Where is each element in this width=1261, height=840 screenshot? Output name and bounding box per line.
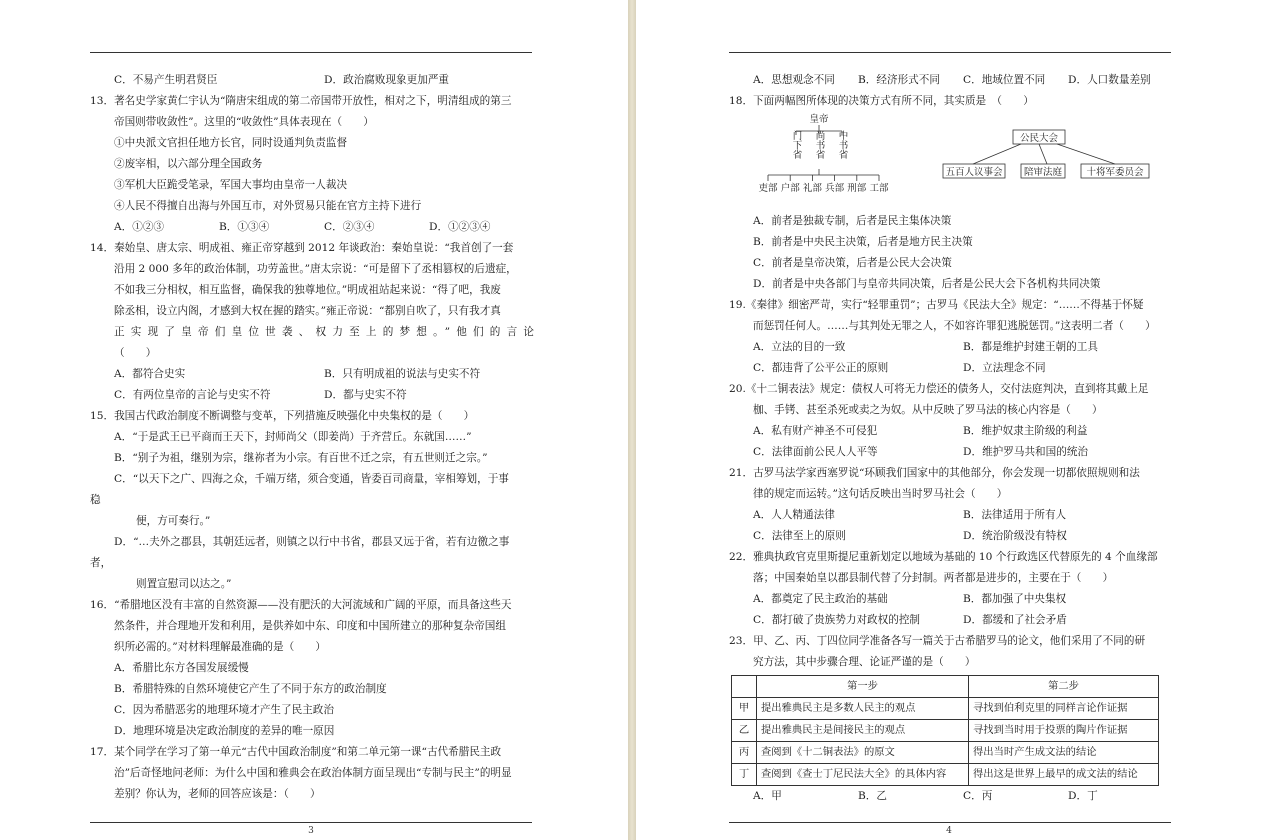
option: D．立法理念不同 <box>963 362 1046 374</box>
options-row <box>729 358 1173 379</box>
option: C．都违背了公平公正的原则 <box>753 362 889 374</box>
page-number: 4 <box>946 826 952 836</box>
options-row <box>729 526 1173 547</box>
option: C．法律面前公民人人平等 <box>753 446 878 458</box>
text-line: B．前者是中央民主决策，后者是地方民主决策 <box>753 236 973 248</box>
text-line: （ ） <box>114 347 157 359</box>
option: A．思想观念不同 <box>753 74 835 86</box>
header-rule <box>90 52 532 53</box>
athens-body-label: 十将军委员会 <box>1086 167 1144 178</box>
table-cell: 提出雅典民主是多数人民主的观点 <box>757 698 969 720</box>
table-cell: 丁 <box>732 764 757 786</box>
text-line: 者， <box>90 557 112 569</box>
text-line: A．希腊比东方各国发展缓慢 <box>114 662 249 674</box>
table-header-cell: 第二步 <box>969 676 1159 698</box>
table-cell: 查阅到《十二铜表法》的原文 <box>757 742 969 764</box>
text-line: 枷、手铐、甚至杀死或卖之为奴。从中反映了罗马法的核心内容是（ ） <box>753 404 1103 416</box>
ministry-label: 刑部 <box>847 183 867 194</box>
text-line: 律的规定而运转。”这句话反映出当时罗马社会（ ） <box>753 488 1008 500</box>
option: C．有两位皇帝的言论与史实不符 <box>114 389 271 401</box>
text-line: 治”后奇怪地问老师：为什么中国和雅典会在政治体制方面呈现出“专制与民主”的明显 <box>114 767 512 779</box>
text-line: 稳 <box>90 494 101 506</box>
option: A．①②③ <box>114 221 165 233</box>
table-cell: 甲 <box>732 698 757 720</box>
option: B．维护奴隶主阶级的利益 <box>963 425 1088 437</box>
right-page-content <box>729 70 1173 807</box>
table-row <box>732 698 1159 720</box>
option: D．维护罗马共和国的统治 <box>963 446 1089 458</box>
option: B．乙 <box>858 790 887 802</box>
options-row <box>729 610 1173 631</box>
text-line: 19.《秦律》细密严苛，实行“轻罪重罚”；古罗马《民法大全》规定：“……不得基于怀疑 <box>729 299 1144 311</box>
text-line: ③军机大臣跪受笔录，军国大事均由皇帝一人裁决 <box>114 179 348 191</box>
option: C．法律至上的原则 <box>753 530 846 542</box>
q18-diagram-svg <box>729 113 1173 205</box>
text-line: A．“于是武王已平商而王天下，封师尚父（即姜尚）于齐营丘。东就国……” <box>114 431 472 443</box>
option: C．不易产生明君贤臣 <box>114 74 218 86</box>
options-row <box>90 217 534 238</box>
option: C．地域位置不同 <box>963 74 1046 86</box>
option: B．都是维护封建王朝的工具 <box>963 341 1098 353</box>
text-line: 然条件，并合理地开发和利用，是供养如中东、印度和中国所建立的那种复杂帝国组 <box>114 620 506 632</box>
page-number: 3 <box>308 826 314 836</box>
options-row <box>729 337 1173 358</box>
text-line: D．前者是中央各部门与皇帝共同决策，后者是公民大会下各机构共同决策 <box>753 278 1101 290</box>
table-cell: 得出当时产生成文法的结论 <box>969 742 1159 764</box>
table-row <box>732 742 1159 764</box>
option: B．法律适用于所有人 <box>963 509 1067 521</box>
options-row <box>90 70 534 91</box>
athens-body-label: 陪审法庭 <box>1023 167 1063 178</box>
table-cell: 提出雅典民主是间接民主的观点 <box>757 720 969 742</box>
secretariat-label: 门下省 <box>790 130 802 160</box>
text-line: 17．某个同学在学习了第一单元“古代中国政治制度”和第二单元第一课“古代希腊民主政 <box>90 746 502 758</box>
footer-rule <box>729 822 1171 823</box>
ministry-label: 工部 <box>869 183 889 194</box>
text-line: 21．古罗马法学家西塞罗说“环顾我们国家中的其他部分，你会发现一切都依照规则和法 <box>729 467 1140 479</box>
text-line: 14．秦始皇、唐太宗、明成祖、雍正帝穿越到 2012 年谈政治：秦始皇说：“我首创了一套 <box>90 242 514 254</box>
text-line: 不如我三分相权，相互监督，确保我的独尊地位。”明成祖站起来说：“得了吧，我废 <box>114 284 501 296</box>
left-page-content <box>90 70 534 805</box>
table-header-row <box>732 676 1159 698</box>
table-cell: 乙 <box>732 720 757 742</box>
option: A．私有财产神圣不可侵犯 <box>753 425 878 437</box>
option: C．都打破了贵族势力对政权的控制 <box>753 614 921 626</box>
secretariat-label: 中书省 <box>836 130 848 160</box>
text-line: 20.《十二铜表法》规定：债权人可将无力偿还的债务人，交付法庭判决，直到将其戴上足 <box>729 383 1149 395</box>
table-cell: 查阅到《查士丁尼民法大全》的具体内容 <box>757 764 969 786</box>
text-line: ④人民不得擅自出海与外国互市，对外贸易只能在官方主持下进行 <box>114 200 422 212</box>
table-cell: 寻找到当时用于投票的陶片作证据 <box>969 720 1159 742</box>
option: A．人人精通法律 <box>753 509 835 521</box>
option: D．人口数量差别 <box>1068 74 1151 86</box>
table-cell: 得出这是世界上最早的成文法的结论 <box>969 764 1159 786</box>
text-line: 织所必需的。”对材料理解最准确的是（ ） <box>114 641 326 653</box>
option: A．立法的目的一致 <box>753 341 846 353</box>
q23-table <box>731 675 1159 786</box>
option: D．政治腐败现象更加严重 <box>324 74 450 86</box>
options-row <box>729 70 1173 91</box>
option: C．丙 <box>963 790 993 802</box>
text-line: ①中央派文官担任地方长官，同时设通判负责监督 <box>114 137 348 149</box>
page-gutter <box>628 0 636 840</box>
table-cell: 丙 <box>732 742 757 764</box>
text-line: D．“…夫外之郡县，其朝廷远者，则镇之以行中书省，郡县又远于省，若有边徼之事 <box>114 536 510 548</box>
option: B．只有明成祖的说法与史实不符 <box>324 368 481 380</box>
text-line: B．希腊特殊的自然环境使它产生了不同于东方的政治制度 <box>114 683 387 695</box>
option: A．都符合史实 <box>114 368 186 380</box>
text-line: 沿用 2 000 多年的政治体制，功劳盖世。”唐太宗说：“可是留下了丞相篡权的后遗症， <box>114 263 517 275</box>
text-line: ②废宰相，以六部分理全国政务 <box>114 158 263 170</box>
ministry-label: 兵部 <box>825 183 845 194</box>
emperor-label: 皇帝 <box>809 114 829 125</box>
text-line: A．前者是独裁专制，后者是民主集体决策 <box>753 215 952 227</box>
text-line: 18．下面两幅图所体现的决策方式有所不同，其实质是 （ ） <box>729 95 1034 107</box>
assembly-label: 公民大会 <box>1019 133 1059 144</box>
table-header-cell: 第一步 <box>757 676 969 698</box>
q18-diagram <box>729 113 1173 205</box>
text-line: 13．著名史学家黄仁宇认为“隋唐宋组成的第二帝国带开放性，相对之下，明清组成的第三 <box>90 95 512 107</box>
option: A．都奠定了民主政治的基础 <box>753 593 888 605</box>
options-row <box>729 505 1173 526</box>
text-line: C．前者是皇帝决策，后者是公民大会决策 <box>753 257 952 269</box>
option: B．都加强了中央集权 <box>963 593 1067 605</box>
table-row <box>732 720 1159 742</box>
text-line: 正实现了皇帝们皇位世袭、权力至上的梦想。”他们的言论 <box>114 326 534 338</box>
option: B．经济形式不同 <box>858 74 940 86</box>
table-row <box>732 764 1159 786</box>
options-row <box>729 589 1173 610</box>
text-line: 除丞相，设立内阁，才感到大权在握的踏实。”雍正帝说：“都别自吹了，只有我才真 <box>114 305 501 317</box>
option: D．丁 <box>1068 790 1098 802</box>
text-line: B．“别子为祖，继别为宗，继祢者为小宗。有百世不迁之宗，有五世则迁之宗。” <box>114 452 488 464</box>
option: D．统治阶级没有特权 <box>963 530 1067 542</box>
option: B．①③④ <box>219 221 270 233</box>
text-line: 究方法，其中步骤合理、论证严谨的是（ ） <box>753 656 976 668</box>
option: D．都与史实不符 <box>324 389 407 401</box>
text-line: 则置宣慰司以达之。” <box>136 578 232 590</box>
option: A．甲 <box>753 790 782 802</box>
text-line: 帝国则带收敛性”。这里的“收敛性”具体表现在（ ） <box>114 116 374 128</box>
q23-options <box>729 786 1173 807</box>
athens-body-label: 五百人议事会 <box>945 167 1003 178</box>
ministry-label: 礼部 <box>802 183 822 194</box>
text-line: C．因为希腊恶劣的地理环境才产生了民主政治 <box>114 704 334 716</box>
table-cell: 寻找到伯利克里的同样言论作证据 <box>969 698 1159 720</box>
options-row <box>90 364 534 385</box>
text-line: 落；中国秦始皇以郡县制代替了分封制。两者都是进步的，主要在于（ ） <box>753 572 1114 584</box>
secretariat-label: 尚书省 <box>813 130 825 160</box>
option: D．都缓和了社会矛盾 <box>963 614 1067 626</box>
options-row <box>729 421 1173 442</box>
text-line: 便，方可奏行。” <box>136 515 211 527</box>
table-header-cell <box>732 676 757 698</box>
page-3 <box>0 0 628 840</box>
page-4 <box>636 0 1261 840</box>
option: C．②③④ <box>324 221 375 233</box>
text-line: 而惩罚任何人。……与其判处无罪之人，不如容许罪犯逃脱惩罚。”这表明二者（ ） <box>753 320 1156 332</box>
option: D．①②③④ <box>429 221 491 233</box>
options-row <box>729 442 1173 463</box>
text-line: 16．“希腊地区没有丰富的自然资源——没有肥沃的大河流域和广阔的平原，而具备这些天 <box>90 599 512 611</box>
footer-rule <box>90 822 532 823</box>
header-rule <box>729 52 1171 53</box>
text-line: 22．雅典执政官克里斯提尼重新划定以地域为基础的 10 个行政选区代替原先的 4 个血缘部 <box>729 551 1158 563</box>
text-line: C．“以天下之广、四海之众，千端万绪，须合变通，皆委百司商量，宰相筹划，于事 <box>114 473 509 485</box>
ministry-label: 吏部 <box>758 183 778 194</box>
text-line: 15．我国古代政治制度不断调整与变革，下列措施反映强化中央集权的是（ ） <box>90 410 475 422</box>
options-row <box>90 385 534 406</box>
text-line: D．地理环境是决定政治制度的差异的唯一原因 <box>114 725 335 737</box>
text-line: 差别？你认为，老师的回答应该是：（ ） <box>114 788 321 800</box>
text-line: 23．甲、乙、丙、丁四位同学准备各写一篇关于古希腊罗马的论文，他们采用了不同的研 <box>729 635 1146 647</box>
ministry-label: 户部 <box>780 183 800 194</box>
